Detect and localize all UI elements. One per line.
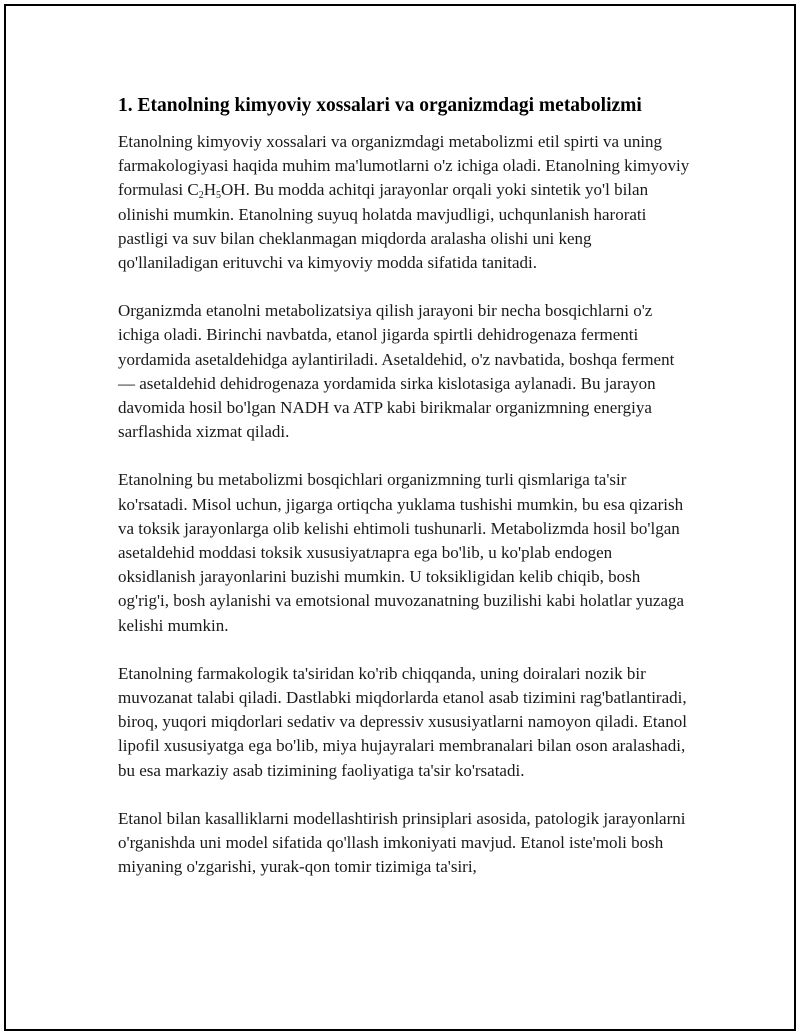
paragraph-disease-modeling: Etanol bilan kasalliklarni modellashtirish prinsiplari asosida, patologik jarayonlarni o'rganishda uni model sifatida qo'llash imkoniyati mavjud. Etanol iste'moli bosh miyaning o'zgarishi, yurak-qon tomir tizimiga ta'siri, — [118, 808, 686, 877]
document-body — [118, 92, 693, 903]
formula-carbon-subscript: 2 — [198, 190, 204, 202]
section-heading: 1. Etanolning kimyoviy xossalari va organizmdagi metabolizmi — [118, 95, 642, 116]
paragraph-metabolism-stages: Organizmda etanolni metabolizatsiya qilish jarayoni bir necha bosqichlarni o'z ichiga oladi. Birinchi navbatda, etanol jigarda spirtli dehidrogenaza fermenti yordamida asetaldehidga aylantiriladi. Asetaldehid, o'z navbatida, boshqa ferment — asetaldehid dehidrogenaza yordamida sirka kislotasiga aylanadi. Bu jarayon davomida hosil bo'lgan NADH va ATP kabi birikmalar organizmning energiya sarflashida xizmat qiladi. — [118, 301, 675, 442]
paragraph-chemical-properties — [118, 130, 693, 275]
formula-hydrogen: H — [203, 180, 217, 200]
chemical-formula — [187, 180, 246, 202]
paragraph-1-text-after-formula: . Bu modda achitqi jarayonlar orqali yoki sintetik yo'l bilan olinishi mumkin. Etanolning suyuq holatda mavjudligi, uchqunlanish harorati pastligi va suv bilan cheklanmagan miqdorda aralasha olishi uni keng qo'llaniladigan erituvchi va kimyoviy modda sifatida tanitadi. — [118, 180, 649, 273]
formula-carbon: C — [187, 180, 199, 200]
paragraph-pharmacology: Etanolning farmakologik ta'siridan ko'rib chiqqanda, uning doiralari nozik bir muvozanat talabi qiladi. Dastlabki miqdorlarda etanol asab tizimini rag'batlantiradi, biroq, yuqori miqdorlari sedativ va depressiv xususiyatlarni namoyon qiladi. Etanol lipofil xususiyatga ega bo'lib, miya hujayralari membranalari bilan oson aralashadi, bu esa markaziy asab tizimining faoliyatiga ta'sir ko'rsatadi. — [118, 663, 687, 780]
formula-hydroxyl: OH — [221, 180, 246, 200]
formula-hydrogen-subscript: 5 — [216, 190, 222, 202]
paragraph-1-text-before-formula: Etanolning kimyoviy xossalari va organizmdagi metabolizmi etil spirti va uning farmakologiyasi haqida muhim ma'lumotlarni o'z ichiga oladi. Etanolning kimyoviy formulasi — [118, 132, 690, 200]
paragraph-metabolism-effects: Etanolning bu metabolizmi bosqichlari organizmning turli qismlariga ta'sir ko'rsatadi. Misol uchun, jigarga ortiqcha yuklama tushishi mumkin, bu esa qizarish va toksik jarayonlarga olib kelishi ehtimoli tushunarli. Metabolizmda hosil bo'lgan asetaldehid moddasi toksik xususiyatларга ega bo'lib, u ko'plab endogen oksidlanish jarayonlarini buzishi mumkin. U toksikligidan kelib chiqib, bosh og'rig'i, bosh aylanishi va emotsional muvozanatning buzilishi kabi holatlar yuzaga kelishi mumkin. — [118, 470, 685, 635]
